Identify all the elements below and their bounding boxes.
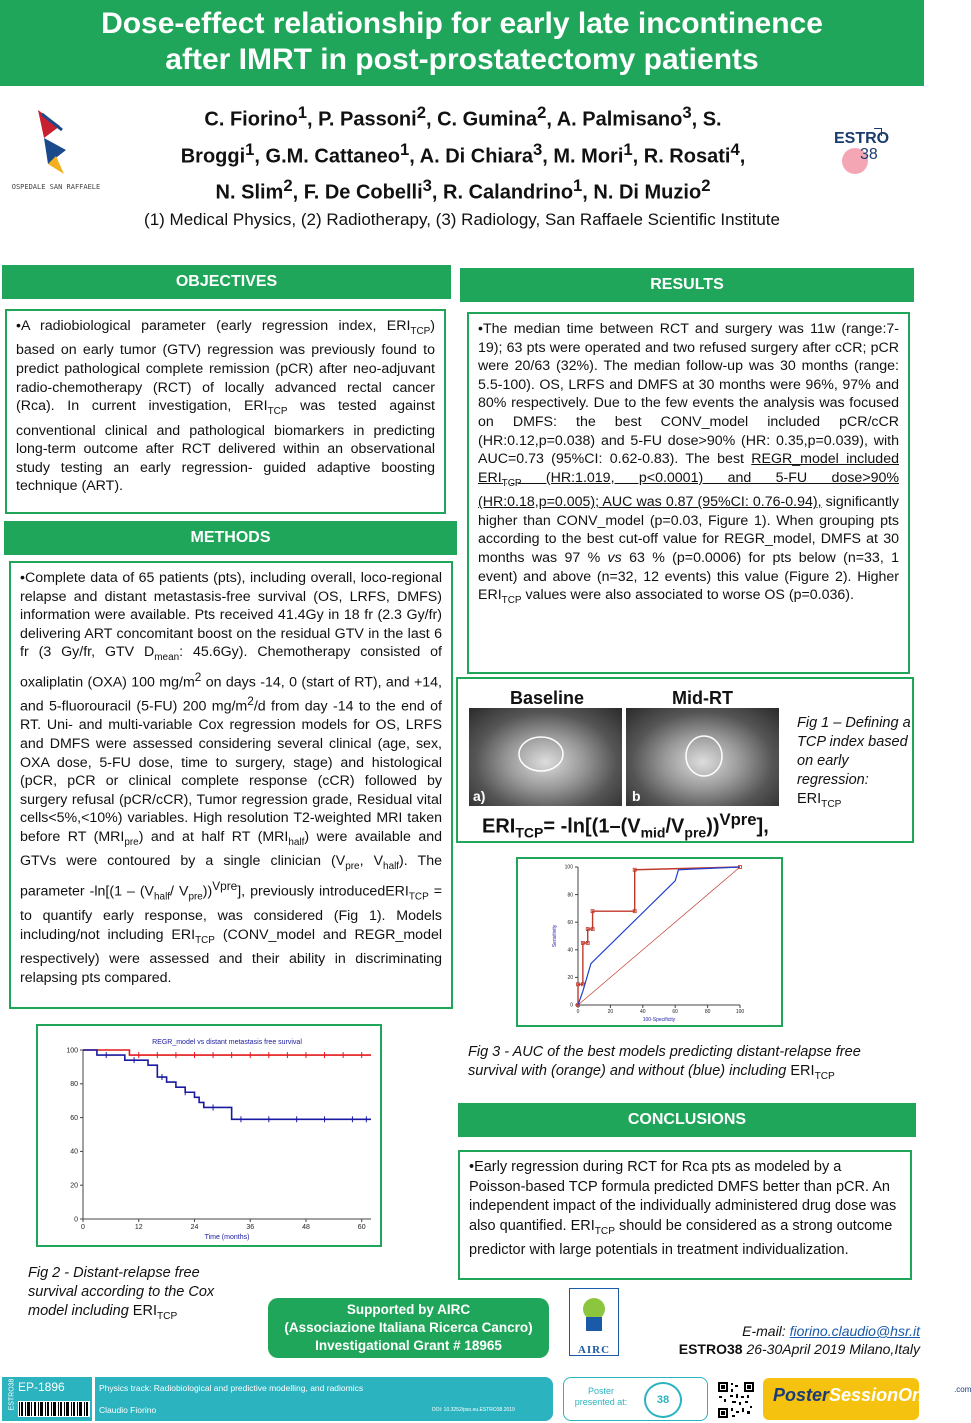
barcode-icon [18, 1401, 90, 1417]
x-tick-label: 12 [134, 1224, 143, 1231]
email-link[interactable]: fiorino.claudio@hsr.it [789, 1323, 920, 1339]
authors [118, 98, 808, 208]
bottom-track-box [95, 1377, 553, 1421]
ep-code: EP-1896 [18, 1380, 65, 1394]
methods-header: METHODS [4, 521, 457, 555]
title-line-2: after IMRT in post-prostatectomy patients [165, 43, 759, 76]
support-line-2: (Associazione Italiana Ricerca Cancro) [284, 1320, 533, 1335]
conclusions-text: •Early regression during RCT for Rca pts as modeled by a Poisson-based TCP formula predicted DMFS better than pCR. An independent impact of the individually administered drug dose was also quantified. $ERI_{TCP}$ should be considered as a strong outcome predictor with large potentials in treatment individualization. [469, 1159, 897, 1258]
qr-code-icon[interactable] [717, 1381, 755, 1419]
affiliations: (1) Medical Physics, (2) Radiotherapy, (3) Radiology, San Raffaele Scientific Institute [144, 210, 780, 229]
fig1-panel-b: b [632, 788, 641, 804]
doi-text: DOI: 10.3252/pso.eu.ESTRO38.2019 [432, 1407, 515, 1413]
roc-chart [518, 859, 781, 1025]
estro-number: 38 [860, 146, 878, 163]
y-tick-label: 40 [70, 1148, 78, 1156]
y-axis-label: Sensitivity [552, 924, 558, 948]
x-tick-label: 20 [607, 1009, 614, 1015]
tumor-contour-a [469, 708, 622, 806]
san-raffaele-logo [4, 100, 108, 192]
estro-logo [830, 128, 890, 178]
y-tick-label: 0 [570, 1002, 573, 1009]
series-line-1 [83, 1050, 371, 1119]
y-tick-label: 60 [70, 1114, 78, 1122]
support-line-3: Investigational Grant # 18965 [315, 1338, 502, 1353]
results-text: •The median time between RCT and surgery was 11w (range:7-19); 63 pts were operated and two refused surgery after cCR; pCR were 20/63 (32%). The median follow-up was 30 months (range: 5.5-100). OS, LRFS and DMFS at 30 months were 96%, 97% and 80% respectively. Due to the few events the analysis was focused on DMFS: the best CONV_model included pCR/cCR (HR:0.12,p=0.038) and 5-FU dose>90% (HR: 0.35,p=0.039), with AUC=0.73 (95%CI: 0.62-0.83). The best REGR_model included $ERI_{TCP}$ (HR:1.019, p<0.0001) and 5-FU dose>90% (HR:0.18,p=0.005); AUC was 0.87 (95%CI: 0.76-0.94), significantly higher than CONV_model (p=0.03, Figure 1). When grouping pts according to the best cut-off value for REGR_model, DMFS at 30 months was 97 % vs 63 % (p=0.0006) for pts below (n=33, 1 event) and above (n=32, 12 events) this value (Figure 2). Higher $ERI_{TCP}$ values were also associated to worse OS (p=0.036). [478, 321, 900, 606]
contact-conference: ESTRO38 26-30April 2019 Milano,Italy [678, 1341, 920, 1357]
methods-box [9, 561, 453, 1009]
title-line-1: Dose-effect relationship for early late incontinence [101, 7, 823, 40]
airc-logo [569, 1288, 619, 1356]
x-tick-label: 0 [576, 1009, 580, 1015]
methods-text: •Complete data of 65 patients (pts), including overall, loco-regional relapse and distant metastasis-free survival (OS, LRFS, DMFS) information were available. Pts received 41.4Gy in 18 fr (2.3 Gy/fr) delivering ART concomitant boost on the residual GTV in the last 6 fr (3 Gy/fr, GTV $D_{mean}$: 45.6Gy). Chemotherapy consisted of oxaliplatin (OXA) 100 $mg/m^2$ on days -14, 0 (start of RT), and +14, and 5-fluorouracil (5-FU) 200 $mg/m^2/d$ from day -14 to the end of RT. Uni- and multi-variable Cox regression models for OS, LRFS and DMFS were assessed considering several clinical (age, sex, OXA dose, 5-FU dose, time to surgery, stage) and histological (pCR, pCR or clinical complete response (cCR) followed by surgery refusal (pCR/cCR), Tumor regression grade, Residual vital cells<5%,<10%) variables. High resolution T2-weighted MRI taken before RT $(MRI_{pre})$ and at half RT $(MRI_{half})$ were available and GTVs were contoured by a single clinician ($V_{pre}$, $V_{half}$). The parameter $-\ln[(1 - (V_{half}/$ $V_{pre}))^{Vpre}$], previously introducedERI$_{TCP}$ = to quantify early response, was considered (Fig 1). Models including/not including $ERI_{TCP}$ (CONV_model and REGR_model respectively) were assessed and their ability in discriminating relapsing pts compared. [20, 570, 443, 986]
x-tick-label: 100 [735, 1009, 745, 1015]
fig2-frame [36, 1024, 382, 1247]
objectives-text: •A radiobiological parameter (early regression index, $ERI_{TCP}$) based on early tumor (GTV) regression was previously found to predict pathological complete remission (pCR) after neo-adjuvant radio-chemotherapy (RCT) of locally advanced rectal cancer (Rca). In current investigation, $ERI_{TCP}$ was tested against conventional clinical and pathological biomarkers in predicting long-term outcome after RCT delivered within an observational study testing an early regression- guided adaptive boosting technique (ART). [16, 318, 435, 495]
x-tick-label: 0 [81, 1224, 85, 1231]
estro-text: ESTRO [834, 130, 890, 147]
conclusions-header: CONCLUSIONS [458, 1103, 916, 1137]
brand-poster: Poster [773, 1385, 830, 1405]
airc-emblem [570, 1289, 618, 1339]
presented-text: Poster presented at: [574, 1386, 628, 1407]
fig1-label-midrt: Mid-RT [672, 688, 733, 708]
airc-text: AIRC [577, 1344, 611, 1356]
objectives-box [5, 309, 446, 514]
authors-line-1: C. Fiorino$^1$, P. Passoni$^2$, C. Gumina$^2$, A. Palmisano$^3$, S. [204, 103, 722, 131]
x-tick-label: 60 [672, 1009, 678, 1015]
y-tick-label: 80 [567, 892, 573, 899]
fig2-caption: Fig 2 - Distant-relapse free survival according to the Cox model including $ERI_{TCP}$ [28, 1265, 215, 1322]
fig1-mri-baseline [469, 708, 622, 806]
support-line-1: Supported by AIRC [346, 1302, 471, 1317]
fig1-label-baseline: Baseline [510, 688, 585, 708]
y-tick-label: 40 [567, 947, 573, 954]
fig3-caption: Fig 3 - AUC of the best models predicting distant-relapse free survival with (orange) and without (blue) including $ERI_{TCP}$ [468, 1044, 861, 1082]
x-tick-label: 24 [190, 1224, 199, 1231]
authors-line-2: Broggi$^1$, G.M. Cattaneo$^1$, A. Di Chiara$^3$, M. Mori$^1$, R. Rosati$^4$, [180, 139, 746, 168]
y-tick-label: 100 [564, 864, 573, 871]
x-axis-label: 100-Specificity [642, 1017, 676, 1023]
brand-session: SessionOnline [829, 1385, 955, 1405]
tumor-contour-b [626, 708, 779, 806]
series-line-0 [83, 1050, 371, 1055]
series-line-2 [578, 867, 740, 1005]
brand-com: .com [954, 1385, 971, 1394]
y-tick-label: 80 [70, 1081, 78, 1089]
fig3-frame [516, 857, 783, 1027]
km-chart [38, 1026, 380, 1245]
bottom-code-box [2, 1377, 92, 1421]
side-label: ESTRO38 [8, 1378, 16, 1411]
y-tick-label: 60 [567, 919, 573, 926]
conclusions-box [458, 1150, 912, 1280]
results-box [467, 312, 910, 674]
x-tick-label: 60 [357, 1224, 366, 1231]
contact-email: E-mail: fiorino.claudio@hsr.it [742, 1323, 920, 1339]
y-tick-label: 0 [74, 1216, 78, 1224]
presenter-name: Claudio Fiorino [99, 1405, 157, 1415]
x-tick-label: 40 [640, 1009, 646, 1015]
y-tick-label: 20 [567, 975, 573, 982]
estro-badge: 38 [644, 1382, 682, 1418]
presented-box [563, 1377, 708, 1421]
san-raffaele-emblem [4, 100, 108, 178]
estro-corner [874, 128, 882, 136]
contact [630, 1322, 920, 1358]
fig1-mri-midrt [626, 708, 779, 806]
x-tick-label: 36 [246, 1224, 255, 1231]
x-axis-label: Time (months) [204, 1234, 250, 1241]
x-tick-label: 48 [302, 1224, 310, 1231]
track-text: Physics track: Radiobiological and predictive modelling, and radiomics [99, 1383, 364, 1393]
support-box [268, 1298, 549, 1358]
authors-line-3: N. Slim$^2$, F. De Cobelli$^3$, R. Calandrino$^1$, N. Di Muzio$^2$ [215, 176, 711, 204]
y-tick-label: 100 [66, 1047, 78, 1055]
fig1-formula: $ERI_{TCP}= -\ln[(1-(V_{mid}/V_{pre}))^{Vpre}]$, [482, 810, 769, 841]
logo-left-text: OSPEDALE SAN RAFFAELE [11, 183, 101, 191]
fig1-panel-a: a) [473, 788, 486, 804]
y-tick-label: 20 [70, 1182, 78, 1190]
poster-title [0, 0, 924, 86]
x-tick-label: 80 [704, 1009, 711, 1015]
poster-session-logo[interactable] [763, 1378, 971, 1420]
results-header: RESULTS [460, 268, 914, 302]
chart-title: REGR_model vs distant metastasis free survival [152, 1039, 302, 1046]
objectives-header: OBJECTIVES [2, 265, 451, 299]
fig1-caption: Fig 1 – Defining a TCP index based on early regression: $ERI_{TCP}$ [797, 715, 911, 810]
